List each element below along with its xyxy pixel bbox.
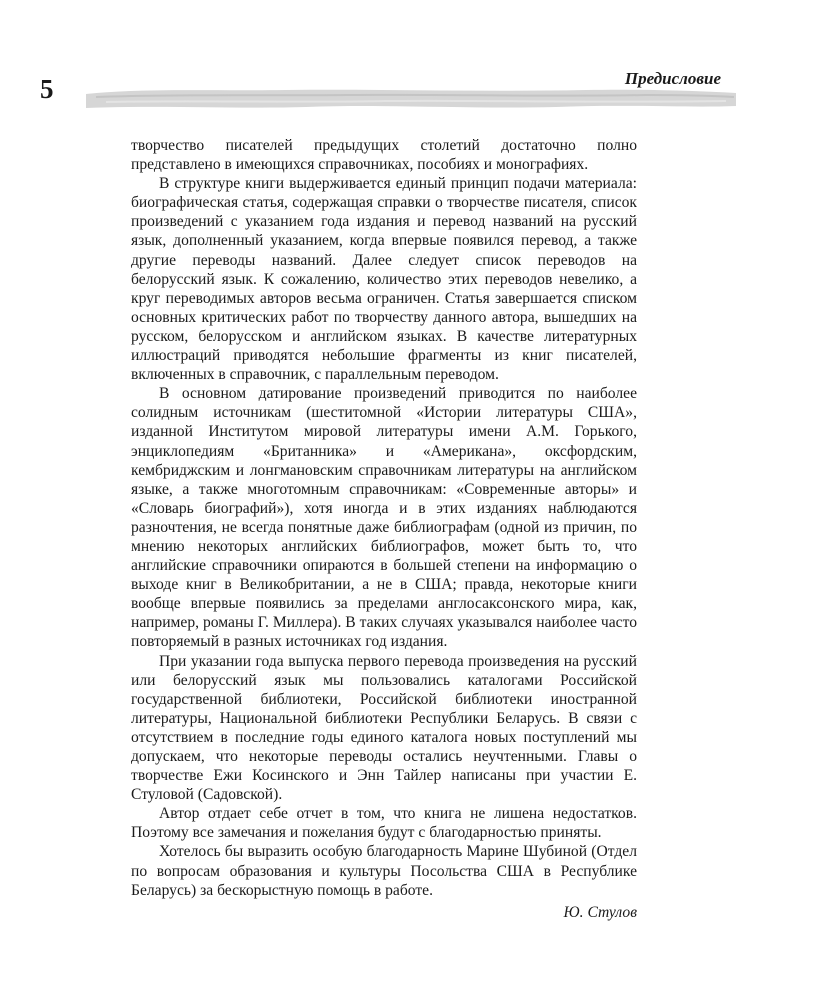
paragraph-5: Автор отдает себе отчет в том, что книга не лишена недостатков. Поэтому все замечания и пожелания будут с благодарностью приняты. [131, 805, 637, 842]
paragraph-4: При указании года выпуска первого перевода произведения на русский или белорусский язык мы пользовались каталогами Российской государственной библиотеки, Российской библиотеки иностранной литературы, Национальной библиотеки Республики Беларусь. В связи с отсутствием в последние годы единого каталога новых поступлений мы допускаем, что некоторые переводы остались неучтенными. Главы о творчестве Ежи Косинского и Энн Тайлер написаны при участии Е. Стуловой (Садовской). [131, 652, 637, 804]
paragraph-3: В основном датирование произведений приводится по наиболее солидным источникам (шеститомной «Истории литературы США», изданной Институтом мировой литературы имени А.М. Горького, энциклопедиям «Британника» и «Американа», оксфордским, кембриджским и лонгмановским справочникам литературы на английском языке, а также многотомным справочникам: «Современные авторы» и «Словарь биографий»), хотя иногда и в этих изданиях наблюдаются разночтения, не всегда понятные даже библиографам (одной из причин, по мнению некоторых английских библиографов, может быть то, что английские справочники опираются в большей степени на информацию о выходе книг в Великобритании, а не в США; правда, некоторые книги вообще впервые появились за пределами англосаксонского мира, как, например, романы Г. Миллера). В таких случаях указывался наиболее часто повторяемый в разных источниках год издания. [131, 385, 637, 651]
body-text [131, 136, 637, 922]
running-title: Предисловие [624, 69, 721, 88]
author-signature: Ю. Стулов [563, 903, 637, 921]
paragraph-1: творчество писателей предыдущих столетий достаточно полно представлено в имеющихся справочниках, пособиях и монографиях. [131, 137, 637, 174]
paragraph-2: В структуре книги выдерживается единый принцип подачи материала: биографическая статья, содержащая справки о творчестве писателя, список произведений с указанием года издания и перевод названий на русский язык, дополненный указанием, когда впервые появился перевод, а также другие переводы названий. Далее следует список переводов на белорусский язык. К сожалению, количество этих переводов невелико, а круг переводимых авторов весьма ограничен. Статья завершается списком основных критических работ по творчеству данного автора, вышедших на русском, белорусском и английском языках. В качестве литературных иллюстраций приводятся небольшие фрагменты из книг писателей, включенных в справочник, с параллельным переводом. [131, 175, 637, 384]
page-number: 5 [40, 74, 54, 104]
paragraph-6: Хотелось бы выразить особую благодарность Марине Шубиной (Отдел по вопросам образования и культуры Посольства США в Республике Беларусь) за бескорыстную помощь в работе. [131, 843, 637, 899]
